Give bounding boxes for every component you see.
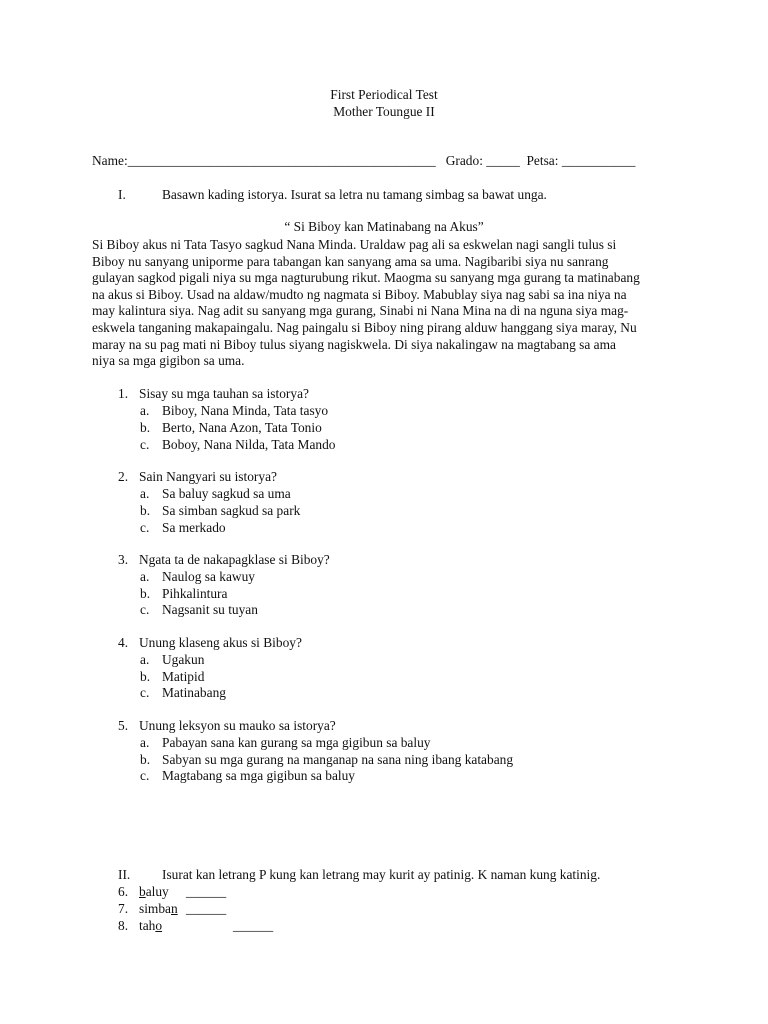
item-word: baluy: [139, 884, 169, 899]
question-number: 2.: [118, 469, 129, 484]
item-word: taho: [139, 918, 163, 933]
question-number: 3.: [118, 552, 129, 567]
test-page: First Periodical Test Mother Toungue II Name:______________________________________________ Grado: _____ Petsa: ___________ I. Basawn kading istorya. Isurat sa letra nu tamang simbag sa bawat unga. “ Si Biboy kan Matinabang na Akus” Si Biboy akus ni Tata Tasyo sagkud Nana Minda. Uraldaw pag ali sa eskwelan nagi sangli tulus si Biboy nu sanyang uniporme para tabangan kan sanyang ama sa uma. Nagibaribi siya nu sanrang gulayan sagkod pigali niya su mga nagturubung rikut. Maogma su sanyang mga gurang ta matinabang na akus si Biboy. Usad na aldaw/mudto ng nagmata si Biboy. Mabublay siya nag sabi sa ina niya na may kalintura siya. Nag adit su sanyang mga gurang, Sinabi ni Nana Mina na di na nguna siya mag- eskwela tanganing makapaingalu. Nag paingalu si Biboy ning pirang alduw hanggang siya maray, Nu maray na su pag mati ni Biboy tulus siyang nagiskwela. Di siya nakalingaw na magtabang sa ama niya sa mga gigibon sa uma. 1. Sisay su mga tauhan sa istorya? a. Biboy, Nana Minda, Tata tasyo b. Berto, Nana Azon, Tata Tonio c. Boboy, Nana Nilda, Tata Mando 2. Sain Nangyari su istorya? a. Sa baluy sagkud sa uma b. Sa simban sagkud sa park c. Sa merkado 3. Ngata ta de nakapagklase si Biboy? a. Naulog sa kawuy b. Pihkalintura c. Nagsanit su tuyan 4. Unung klaseng akus si Biboy? a. Ugakun b. Matipid c. Matinabang 5. Unung leksyon su mauko sa istorya? a. Pabayan sana kan gurang sa mga gigibun sa baluy b. Sabyan su mga gurang na manganap na sana ning ibang katabang c. Magtabang sa mga gigibun sa baluy II. Isurat kan letrang P kung kan letrang may kurit ay patinig. K naman kung katinig. 6. baluy ______ 7. simban ______ 8. taho ______: [0, 0, 768, 1024]
marked-letter: b: [139, 884, 146, 899]
marked-letter: o: [155, 918, 163, 933]
question-number: 4.: [118, 635, 129, 650]
story-line: Si Biboy akus ni Tata Tasyo sagkud Nana Minda. Uraldaw pag ali sa eskwelan nagi sangli tulus si: [92, 237, 617, 252]
test-subject: Mother Toungue II: [333, 104, 435, 119]
question-number: 5.: [118, 718, 129, 733]
item-number: 7.: [118, 901, 129, 916]
story-line: Biboy nu sanyang uniporme para tabangan kan sanyang ama sa uma. Nagibaribi siya nu sanrang: [92, 253, 609, 269]
answer-blank: ______: [186, 884, 227, 899]
question-text: Unung leksyon su mauko sa istorya?: [139, 718, 336, 733]
test-title: First Periodical Test: [330, 87, 438, 102]
question-number: 1.: [118, 386, 129, 401]
date-label: Petsa:: [526, 153, 559, 168]
story-line: may kalintura siya. Nag adit su sanyang mga gurang, Sinabi ni Nana Mina na di na nguna siya mag-: [92, 303, 629, 319]
item-number: 6.: [118, 884, 129, 899]
question-text: Ngata ta de nakapagklase si Biboy?: [139, 552, 330, 567]
date-blank: ___________: [561, 153, 636, 168]
grade-label: Grado:: [445, 153, 483, 168]
section-2-instruction: Isurat kan letrang P kung kan letrang may kurit ay patinig. K naman kung katinig.: [162, 867, 601, 882]
story-line: niya sa mga gigibon sa uma.: [92, 353, 245, 369]
story-title: “ Si Biboy kan Matinabang na Akus”: [284, 219, 484, 234]
story-line: gulayan sagkod pigali niya su mga nagturubung rikut. Maogma su sanyang mga gurang ta matinabang: [92, 270, 640, 286]
story-text: [92, 237, 682, 370]
question-text: Sain Nangyari su istorya?: [139, 469, 277, 484]
story-line: na akus si Biboy. Usad na aldaw/mudto ng nagmata si Biboy. Mabublay siya nag sabi sa ina niya na: [92, 286, 627, 302]
grade-blank: _____: [486, 153, 520, 168]
story-line: maray na su pag mati ni Biboy tulus siyang nagiskwela. Di siya nakalingaw na magtabang sa ama: [92, 336, 616, 352]
name-label: Name:: [92, 153, 128, 168]
answer-blank: ______: [233, 918, 274, 933]
section-1-instruction: Basawn kading istorya. Isurat sa letra nu tamang simbag sa bawat unga.: [162, 187, 547, 202]
question-text: Sisay su mga tauhan sa istorya?: [139, 386, 309, 401]
section-1-number: I.: [118, 187, 126, 202]
story-line: eskwela tanganing makapaingalu. Nag paingalu si Biboy ning pirang alduw hanggang siya maray, Nu: [92, 319, 637, 335]
marked-letter: n: [171, 901, 178, 916]
name-blank: ______________________________________________: [127, 153, 436, 168]
question-text: Unung klaseng akus si Biboy?: [139, 635, 302, 650]
section-2-number: II.: [118, 867, 131, 882]
item-word: simban: [139, 901, 178, 916]
answer-blank: ______: [186, 901, 227, 916]
item-number: 8.: [118, 918, 129, 933]
student-info-line: [92, 153, 635, 170]
